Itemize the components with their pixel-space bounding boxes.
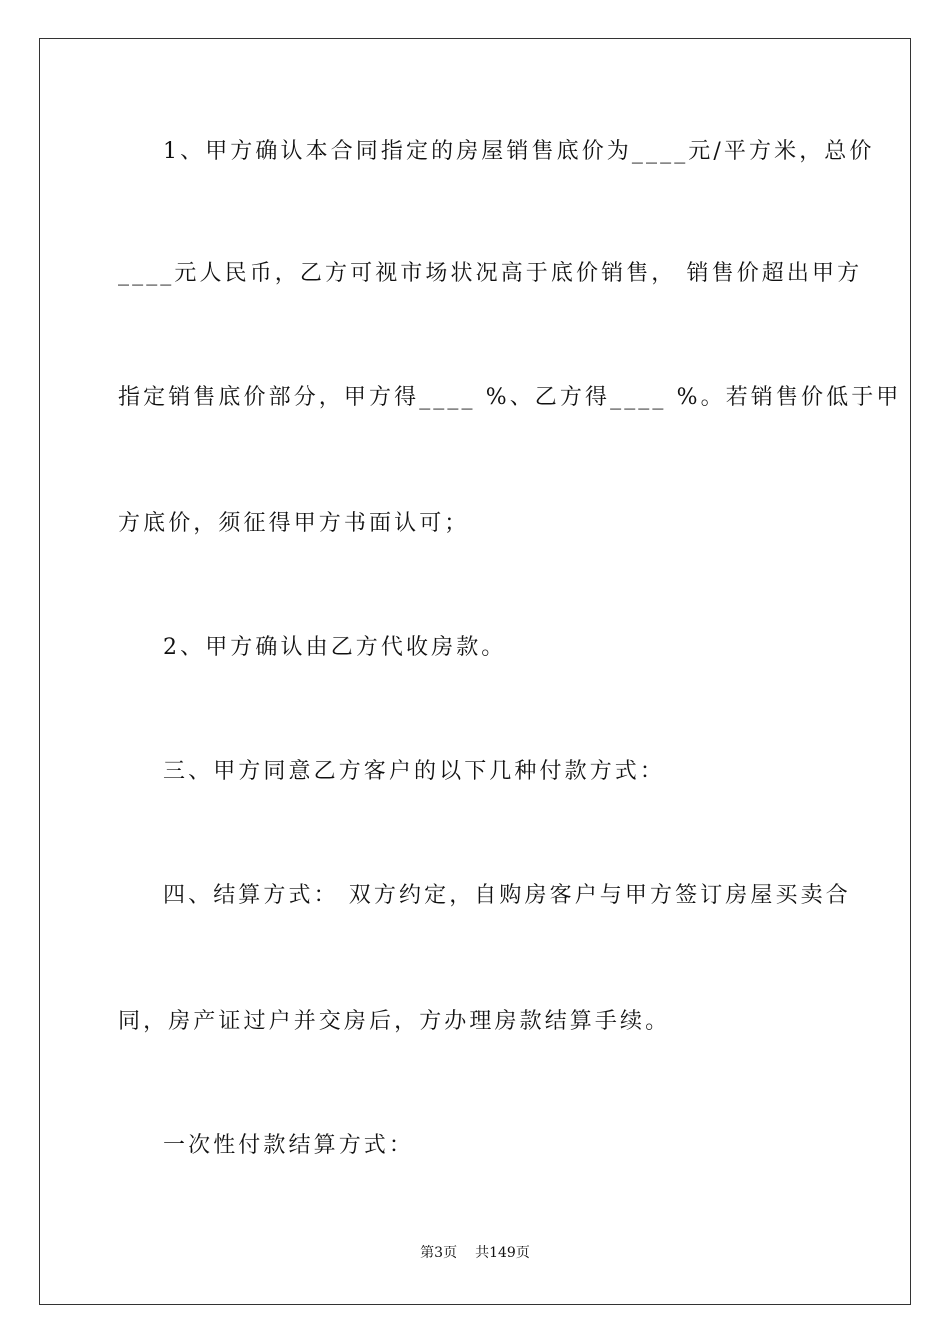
text-line-5: 2、甲方确认由乙方代收房款。: [163, 635, 507, 660]
text-line-8: 同，房产证过户并交房后，方办理房款结算手续。: [118, 1009, 671, 1034]
page-border: [39, 38, 911, 1305]
text-line-4: 方底价，须征得甲方书面认可；: [118, 511, 470, 536]
text-line-1: 1、甲方确认本合同指定的房屋销售底价为____元/平方米，总价: [163, 139, 875, 164]
text-line-6: 三、甲方同意乙方客户的以下几种付款方式：: [163, 759, 666, 784]
text-line-9: 一次性付款结算方式：: [163, 1133, 415, 1158]
text-line-3: 指定销售底价部分，甲方得____ %、乙方得____ %。若销售价低于甲: [118, 385, 902, 410]
text-line-2: ____元人民币，乙方可视市场状况高于底价销售， 销售价超出甲方: [118, 261, 863, 286]
page-number: 第3页: [420, 1245, 458, 1261]
page-total: 共149页: [475, 1245, 530, 1261]
page-footer: [0, 1243, 950, 1263]
text-line-7: 四、结算方式： 双方约定，自购房客户与甲方签订房屋买卖合: [163, 883, 851, 908]
